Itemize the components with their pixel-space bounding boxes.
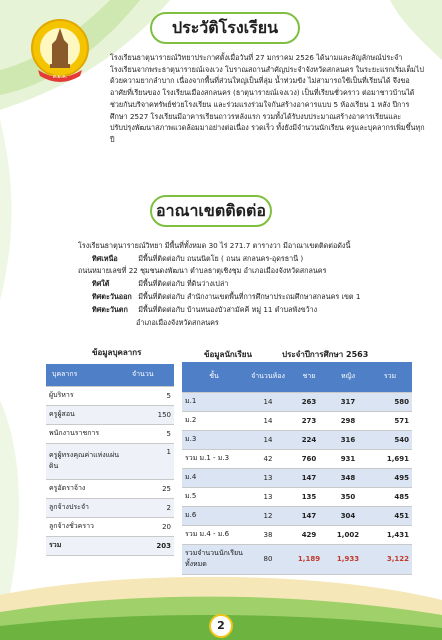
table-row <box>46 517 174 536</box>
students-cell: ม.1 <box>182 392 246 411</box>
students-cell: 1,189 <box>290 544 328 574</box>
students-cell: 316 <box>328 430 368 449</box>
table-row <box>182 525 412 544</box>
students-cell: 429 <box>290 525 328 544</box>
students-cell: 14 <box>246 430 290 449</box>
personnel-cell: 20 <box>126 517 174 536</box>
students-caption-year: ประจำปีการศึกษา 2563 <box>282 350 369 359</box>
students-cell: ม.2 <box>182 411 246 430</box>
table-row <box>46 479 174 498</box>
personnel-cell: ครูผู้สอน <box>46 405 126 424</box>
north-label: ทิศเหนือ <box>92 254 118 263</box>
students-cell: รวมจำนวนนักเรียนทั้งหมด <box>182 544 246 574</box>
table-row <box>46 498 174 517</box>
students-cell: 14 <box>246 392 290 411</box>
students-cell: 80 <box>246 544 290 574</box>
table-row <box>182 430 412 449</box>
north-continued: ถนนหมายเลขที่ 22 ชุมชนดงพัฒนา ตำบลธาตุเชิงชุม อำเภอเมืองจังหวัดสกลนคร <box>78 266 327 275</box>
personnel-cell: ลูกจ้างชั่วคราว <box>46 517 126 536</box>
south-label: ทิศใต้ <box>92 279 110 288</box>
personnel-cell: รวม <box>46 536 126 555</box>
students-cell: 1,933 <box>328 544 368 574</box>
personnel-cell: 5 <box>126 424 174 443</box>
students-cell: 1,691 <box>368 449 412 468</box>
students-cell: 38 <box>246 525 290 544</box>
table-row <box>46 405 174 424</box>
students-cell: 224 <box>290 430 328 449</box>
students-cell: 348 <box>328 468 368 487</box>
table-row <box>46 536 174 555</box>
students-cell: 931 <box>328 449 368 468</box>
table-row <box>182 506 412 525</box>
table-row <box>182 392 412 411</box>
students-cell: รวม ม.4 - ม.6 <box>182 525 246 544</box>
personnel-cell: ครูผู้ทรงคุณค่าแห่งแผ่นดิน <box>46 443 126 479</box>
students-caption: ข้อมูลนักเรียน <box>204 350 252 359</box>
north-text: มีพื้นที่ติดต่อกับ ถนนนิตโย ( ถนน สกลนคร-อุดรธานี ) <box>138 254 304 263</box>
students-cell: 495 <box>368 468 412 487</box>
page-number: 2 <box>209 614 233 638</box>
students-cell: 12 <box>246 506 290 525</box>
students-cell: 1,002 <box>328 525 368 544</box>
students-cell: รวม ม.1 - ม.3 <box>182 449 246 468</box>
students-cell: 13 <box>246 487 290 506</box>
table-row <box>182 411 412 430</box>
table-row <box>46 386 174 405</box>
table-row <box>182 468 412 487</box>
students-cell: 317 <box>328 392 368 411</box>
personnel-cell: 5 <box>126 386 174 405</box>
personnel-table <box>46 364 174 556</box>
personnel-cell: 150 <box>126 405 174 424</box>
personnel-header-count: จำนวน <box>126 364 174 386</box>
table-row <box>46 443 174 479</box>
section-title-territory: อาณาเขตติดต่อ <box>150 195 272 227</box>
students-cell: 273 <box>290 411 328 430</box>
personnel-cell: ลูกจ้างประจำ <box>46 498 126 517</box>
south-text: มีพื้นที่ติดต่อกับ ที่ดินว่างเปล่า <box>138 279 229 288</box>
personnel-caption: ข้อมูลบุคลากร <box>92 348 142 357</box>
students-cell: 350 <box>328 487 368 506</box>
students-header-rooms: จำนวนห้อง <box>246 362 290 392</box>
personnel-cell: 203 <box>126 536 174 555</box>
personnel-cell: 1 <box>126 443 174 479</box>
students-cell: 540 <box>368 430 412 449</box>
table-row <box>182 544 412 574</box>
west-text: มีพื้นที่ติดต่อกับ บ้านหนองบัวสามัคคี หมู่ 11 ตำบลพังขว้าง <box>138 305 318 314</box>
table-row <box>182 449 412 468</box>
students-cell: 485 <box>368 487 412 506</box>
students-table <box>182 362 412 575</box>
students-cell: 147 <box>290 506 328 525</box>
east-text: มีพื้นที่ติดต่อกับ สำนักงานเขตพื้นที่การศึกษาประถมศึกษาสกลนคร เขต 1 <box>138 292 361 301</box>
students-cell: 304 <box>328 506 368 525</box>
students-header-female: หญิง <box>328 362 368 392</box>
students-cell: ม.3 <box>182 430 246 449</box>
personnel-cell: ผู้บริหาร <box>46 386 126 405</box>
table-row <box>182 487 412 506</box>
west-label: ทิศตะวันตก <box>92 305 128 314</box>
personnel-header-name: บุคลากร <box>46 364 126 386</box>
students-cell: ม.6 <box>182 506 246 525</box>
students-cell: 580 <box>368 392 412 411</box>
east-label: ทิศตะวันออก <box>92 292 132 301</box>
personnel-cell: พนักงานราชการ <box>46 424 126 443</box>
territory-intro: โรงเรียนธาตุนารายณ์วิทยา มีพื้นที่ทั้งหมด 30 ไร่ 271.7 ตารางวา มีอาณาเขตติดต่อดังนี้ <box>78 241 351 250</box>
table-row <box>46 424 174 443</box>
personnel-cell: ครูอัตราจ้าง <box>46 479 126 498</box>
students-header-total: รวม <box>368 362 412 392</box>
students-cell: ม.5 <box>182 487 246 506</box>
students-cell: 760 <box>290 449 328 468</box>
history-paragraph: โรงเรียนธาตุนารายณ์วิทยาประกาศตั้งเมื่อวันที่ 27 มกราคม 2526 ได้นามและสัญลักษณ์ประจำโรงเรียนจากพระธาตุนารายณ์เจงเวง โบราณสถานสำคัญประจำจังหวัดสกลนคร ในระยะแรกเริ่มเต็มไปด้วยความยากลำบาก เนื่องจากพื้นที่ส่วนใหญ่เป็นที่ลุ่ม น้ำท่วมขัง ไม่สามารถใช้เป็นที่เรียนได้ จึงขออาศัยที่เรียนของ โรงเรียนเมืองสกลนคร (ธาตุนารายณ์เจงเวง) เป็นที่เรียนชั่วคราว ต่อมาชาวบ้านได้ช่วยกันบริจาคทรัพย์ช่วยโรงเรียน และร่วมแรงร่วมใจกันสร้างอาคารแบบ 5 ห้องเรียน 1 หลัง ปีการศึกษา 2527 โรงเรียนมีอาคารเรียนถาวรหลังแรก รวมทั้งได้รับงบประมาณสร้างอาคารเรียนและปรับปรุงพัฒนาสภาพแวดล้อมมาอย่างต่อเนื่อง รวดเร็ว ทั้งยังมีจำนวนนักเรียน ครูและบุคลากรเพิ่มขึ้นทุกปี <box>110 53 425 144</box>
students-cell: 135 <box>290 487 328 506</box>
students-cell: 1,431 <box>368 525 412 544</box>
school-logo <box>30 18 90 86</box>
students-header-male: ชาย <box>290 362 328 392</box>
students-cell: 298 <box>328 411 368 430</box>
students-cell: 42 <box>246 449 290 468</box>
students-cell: 571 <box>368 411 412 430</box>
page-title: ประวัติโรงเรียน <box>150 12 300 44</box>
students-cell: ม.4 <box>182 468 246 487</box>
students-cell: 147 <box>290 468 328 487</box>
students-header-grade: ชั้น <box>182 362 246 392</box>
students-cell: 263 <box>290 392 328 411</box>
personnel-cell: 25 <box>126 479 174 498</box>
students-cell: 14 <box>246 411 290 430</box>
personnel-cell: 2 <box>126 498 174 517</box>
students-cell: 3,122 <box>368 544 412 574</box>
west-continued: อำเภอเมืองจังหวัดสกลนคร <box>136 318 219 327</box>
students-cell: 13 <box>246 468 290 487</box>
students-cell: 451 <box>368 506 412 525</box>
logo-caption: ส.ม.ค. <box>52 74 68 80</box>
